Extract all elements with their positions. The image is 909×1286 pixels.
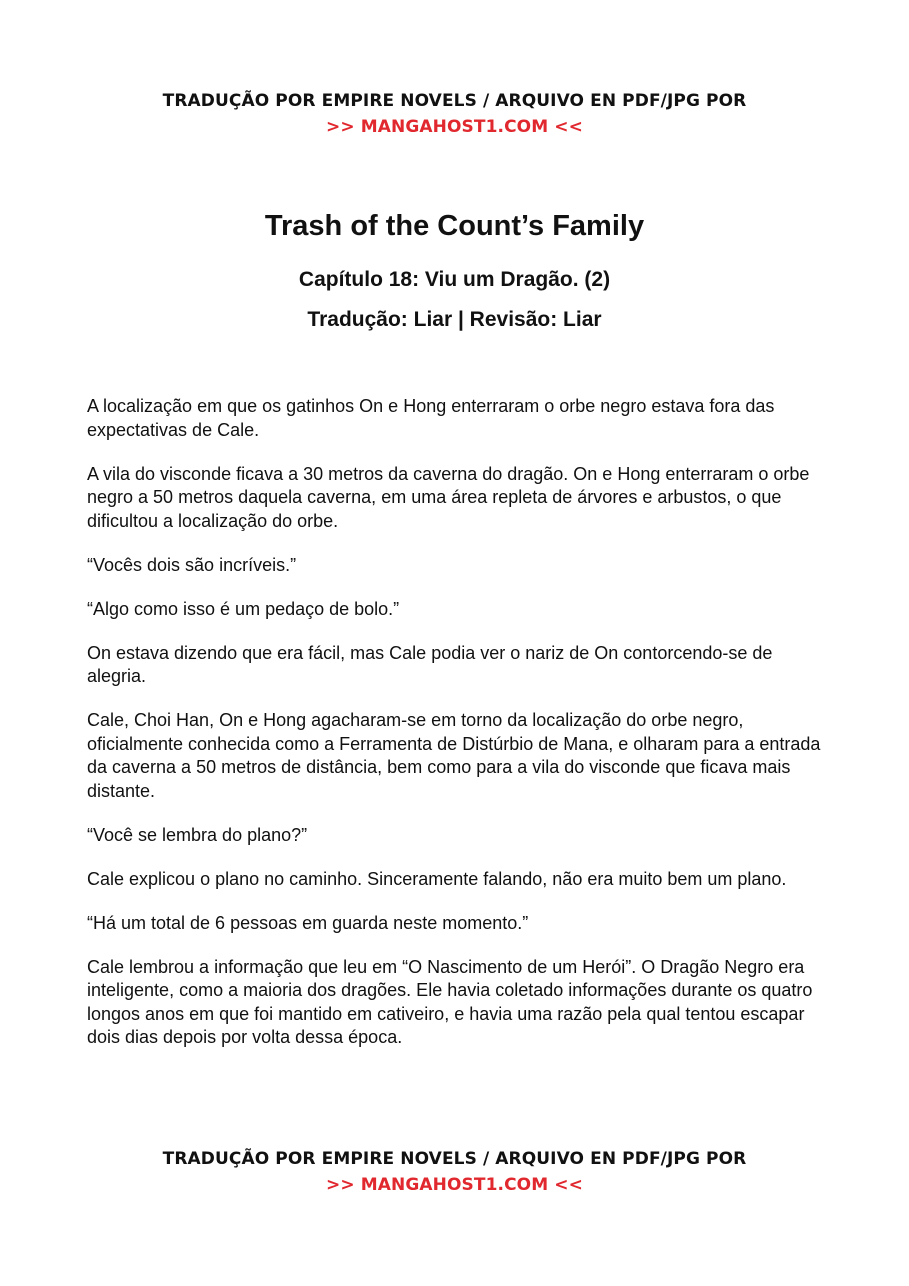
paragraph: “Você se lembra do plano?” bbox=[87, 824, 308, 845]
paragraph: On estava dizendo que era fácil, mas Cale podia ver o nariz de On contorcendo-se de alegria. bbox=[87, 642, 773, 686]
header-banner-credit: TRADUÇÃO POR EMPIRE NOVELS / ARQUIVO EN PDF/JPG POR bbox=[162, 91, 747, 111]
footer-banner-credit: TRADUÇÃO POR EMPIRE NOVELS / ARQUIVO EN PDF/JPG POR bbox=[162, 1149, 747, 1169]
paragraph: Cale lembrou a informação que leu em “O Nascimento de um Herói”. O Dragão Negro era inteligente, como a maioria dos dragões. Ele havia coletado informações durante os quatro longos anos em que foi mantido em cativeiro, e havia uma razão pela qual tentou escapar dois dias depois por volta dessa época. bbox=[87, 956, 813, 1047]
header-banner-site-link[interactable]: >> MANGAHOST1.COM << bbox=[326, 117, 583, 137]
novel-title: Trash of the Count’s Family bbox=[264, 210, 645, 242]
translation-credits: Tradução: Liar | Revisão: Liar bbox=[307, 308, 602, 331]
paragraph: Cale explicou o plano no caminho. Sinceramente falando, não era muito bem um plano. bbox=[87, 868, 787, 889]
paragraph: “Algo como isso é um pedaço de bolo.” bbox=[87, 598, 400, 619]
paragraph: A vila do visconde ficava a 30 metros da caverna do dragão. On e Hong enterraram o orbe negro a 50 metros daquela caverna, em uma área repleta de árvores e arbustos, o que dificultou a localização do orbe. bbox=[87, 463, 810, 531]
paragraph: A localização em que os gatinhos On e Hong enterraram o orbe negro estava fora das expectativas de Cale. bbox=[87, 396, 775, 440]
footer-banner-site-link[interactable]: >> MANGAHOST1.COM << bbox=[326, 1175, 583, 1195]
paragraph: “Há um total de 6 pessoas em guarda neste momento.” bbox=[87, 912, 529, 933]
chapter-body bbox=[87, 395, 827, 1070]
chapter-title: Capítulo 18: Viu um Dragão. (2) bbox=[298, 268, 611, 291]
paragraph: “Vocês dois são incríveis.” bbox=[87, 554, 297, 575]
footer-banner bbox=[0, 1146, 909, 1198]
header-banner bbox=[0, 88, 909, 140]
paragraph: Cale, Choi Han, On e Hong agacharam-se em torno da localização do orbe negro, oficialmente conhecida como a Ferramenta de Distúrbio de Mana, e olharam para a entrada da caverna a 50 metros de distância, bem como para a vila do visconde que ficava mais distante. bbox=[87, 710, 821, 801]
